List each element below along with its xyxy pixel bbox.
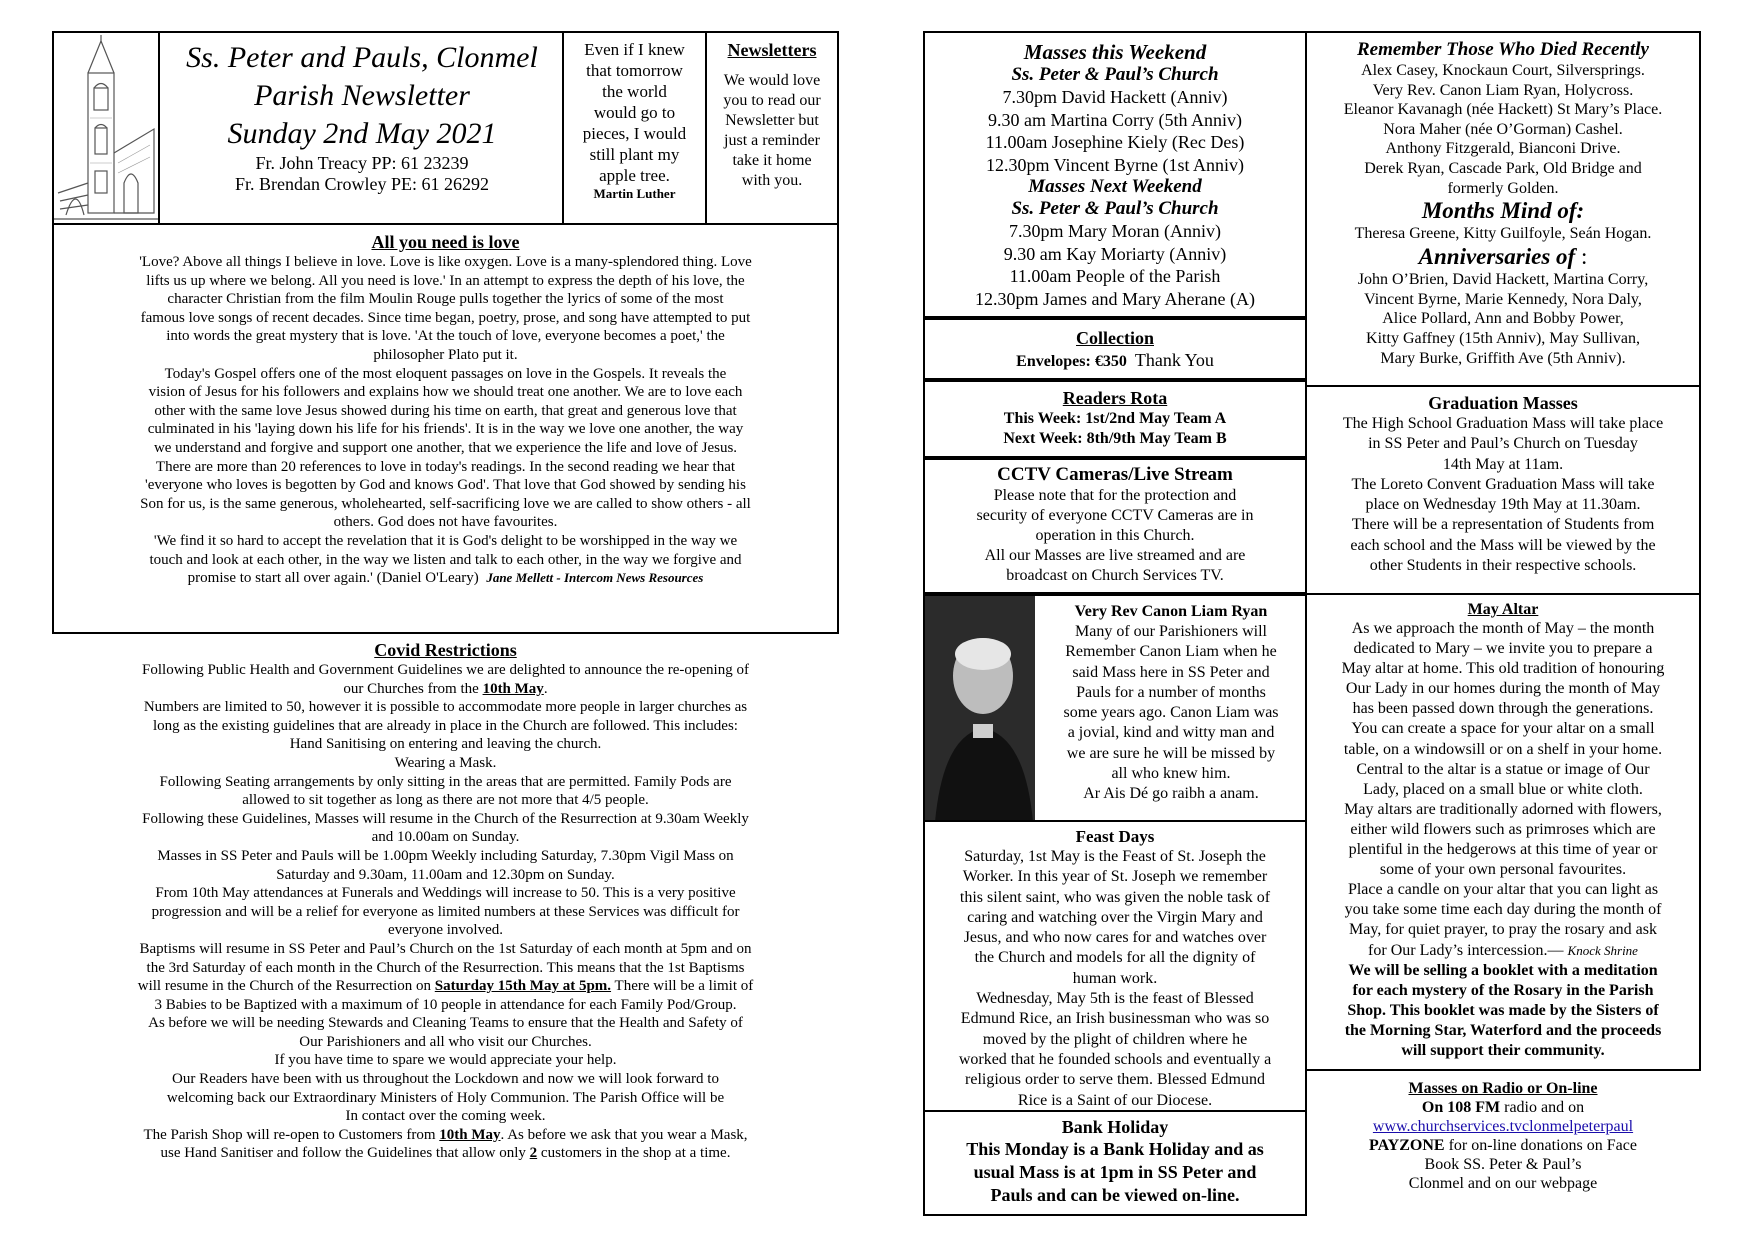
- altar-line: plentiful in the hedgerows at this time of year or: [1348, 841, 1658, 859]
- love-line: other with the same love Jesus showed during his time on earth, that great and generous love that: [154, 402, 737, 419]
- cctv-line: All our Masses are live streamed and are: [984, 547, 1246, 564]
- newsletters-line: take it home: [732, 152, 812, 169]
- collection-line: [925, 349, 1305, 373]
- feast-line: Wednesday, May 5th is the feast of Blessed: [976, 990, 1254, 1008]
- covid-line: Following Seating arrangements by only sitting in the areas that are permitted. Family Pods are: [159, 773, 732, 790]
- graduation-line: place on Wednesday 19th May at 11.30am.: [1365, 496, 1641, 514]
- altar-line: dedicated to Mary – we invite you to prepare a: [1353, 640, 1653, 658]
- cctv-title: CCTV Cameras/Live Stream: [997, 464, 1233, 485]
- altar-line: May altar at home. This old tradition of honouring: [1341, 660, 1665, 678]
- love-line: famous love songs of recent decades. Since time began, poetry, prose, and song have attempted to put: [140, 309, 751, 326]
- collection-box: [923, 318, 1307, 380]
- altar-title: May Altar: [1467, 601, 1539, 618]
- covid-line: 3 Babies to be Baptized with a maximum of 10 people in attendance for each Family Pod/Group.: [154, 996, 737, 1013]
- love-article: [52, 223, 839, 634]
- love-line: others. God does not have favourites.: [333, 514, 558, 531]
- feast-line: religious order to serve them. Blessed Edmund: [965, 1071, 1265, 1089]
- newsletters-text: [707, 71, 837, 191]
- covid-line: Numbers are limited to 50, however it is possible to accommodate more people in larger churches as: [143, 699, 748, 716]
- masses-next-title: Masses Next Weekend: [1028, 176, 1202, 197]
- bank-line: This Monday is a Bank Holiday and as: [966, 1139, 1264, 1159]
- bank-title: Bank Holiday: [1061, 1117, 1169, 1137]
- covid-title: Covid Restrictions: [374, 640, 517, 660]
- anniversaries-title: Anniversaries of: [1418, 244, 1576, 270]
- readers-title: Readers Rota: [1062, 388, 1168, 408]
- parish-name: Ss. Peter and Pauls, Clonmel: [186, 41, 538, 74]
- newsletters-title: Newsletters: [727, 40, 817, 60]
- feast-line: caring and watching over the Virgin Mary and: [967, 908, 1263, 926]
- love-line: touch and look at each other, in the way we listen and talk to each other, in the way we forgive and: [149, 551, 742, 568]
- newsletters-line: you to read our: [723, 92, 821, 109]
- bank-holiday-box: [923, 1110, 1307, 1216]
- love-last-line: [62, 569, 829, 588]
- remember-item: Nora Maher (née O’Gorman) Cashel.: [1383, 120, 1623, 138]
- clergy-pp: Fr. John Treacy PP: 61 23239: [255, 153, 469, 173]
- canon-photo: [925, 596, 1035, 822]
- altar-line: has been passed down through the generations.: [1352, 700, 1654, 718]
- anniversaries-heading: [1307, 244, 1699, 270]
- love-credit: Jane Mellett - Intercom News Resources: [486, 570, 704, 586]
- covid-line: Wearing a Mask.: [394, 754, 497, 771]
- customer-limit: 2: [529, 1145, 538, 1162]
- quote-line: apple tree.: [599, 166, 670, 185]
- masses-box: [923, 31, 1307, 318]
- altar-line: Central to the altar is a statue or image of Our: [1356, 760, 1650, 778]
- feast-line: worked that he founded schools and eventually a: [958, 1050, 1272, 1068]
- radio-frequency: On 108 FM: [1421, 1099, 1501, 1116]
- love-line: 'everyone who loves is begotten by God and knows God'. That love that God showed by sending his: [145, 477, 746, 494]
- covid-line: Our Readers have been with us throughout the Lockdown and now we will look forward to: [172, 1071, 719, 1088]
- love-line: culminated in his 'laying down his life for his friends'. It is in the way we love one another, the way: [147, 421, 744, 438]
- remember-item: Derek Ryan, Cascade Park, Old Bridge and: [1364, 159, 1642, 177]
- mass-item: 12.30pm James and Mary Aherane (A): [975, 288, 1255, 309]
- radio-line: Book SS. Peter & Paul’s: [1424, 1156, 1582, 1173]
- anniversary-item: Mary Burke, Griffith Ave (5th Anniv).: [1380, 349, 1626, 367]
- mass-item: 7.30pm David Hackett (Anniv): [1002, 87, 1228, 107]
- covid-line: [52, 1126, 839, 1145]
- graduation-line: 14th May at 11am.: [1442, 455, 1564, 473]
- may-altar-box: [1305, 593, 1701, 1071]
- love-body: [54, 253, 837, 588]
- clergy-pe: Fr. Brendan Crowley PE: 61 26292: [235, 174, 489, 194]
- altar-body: [1307, 619, 1699, 961]
- collection-amount: Envelopes: €350: [1016, 353, 1127, 370]
- quote-line: the world: [602, 82, 667, 101]
- love-last-text: promise to start all over again.' (Daniel O'Leary): [187, 570, 479, 587]
- canon-line: Many of our Parishioners will: [1075, 623, 1267, 640]
- remember-item: Anthony Fitzgerald, Bianconi Drive.: [1385, 140, 1621, 158]
- mass-item: 9.30 am Kay Moriarty (Anniv): [1003, 243, 1227, 264]
- remember-list: [1307, 61, 1699, 198]
- booklet-line: Shop. This booklet was made by the Sisters of: [1347, 1001, 1659, 1019]
- issue-date: Sunday 2nd May 2021: [227, 117, 497, 150]
- feast-line: Jesus, and who now cares for and watches over: [963, 929, 1267, 947]
- quote-text: [564, 39, 705, 186]
- graduation-line: The Loreto Convent Graduation Mass will take: [1351, 475, 1655, 493]
- reopen-date: 10th May: [482, 680, 544, 697]
- covid-line: Our Parishioners and all who visit our Churches.: [299, 1033, 592, 1050]
- covid-text: There will be a limit of: [611, 978, 754, 995]
- anniversary-item: Kitty Gaffney (15th Anniv), May Sullivan,: [1366, 329, 1640, 347]
- readers-line: This Week: 1st/2nd May Team A: [1003, 410, 1227, 427]
- newsletters-box: [705, 31, 839, 225]
- altar-line: table, on a windowsill or on a shelf in your home.: [1343, 740, 1663, 758]
- mass-item: 12.30pm Vincent Byrne (1st Anniv): [985, 154, 1245, 175]
- love-line: we understand and forgive and support one another, that we experience the life and love of Jesus.: [153, 439, 738, 456]
- quote-line: pieces, I would: [582, 124, 687, 143]
- love-line: There are more than 20 references to love in today's readings. In the second reading we hear that: [155, 458, 736, 475]
- quote-box: [562, 31, 707, 225]
- baptism-date: Saturday 15th May at 5pm.: [434, 978, 612, 995]
- graduation-body: [1307, 414, 1699, 576]
- covid-line: In contact over the coming week.: [345, 1108, 546, 1125]
- love-line: 'Love? Above all things I believe in love. Love is like oxygen. Love is a many-splendored thing. Love: [139, 254, 752, 270]
- altar-line: May, for quiet prayer, to pray the rosary and ask: [1349, 921, 1657, 939]
- feast-line: human work.: [1072, 969, 1158, 987]
- church-icon: [54, 33, 158, 223]
- booklet-line: We will be selling a booklet with a meditation: [1348, 961, 1658, 979]
- remember-box: [1305, 31, 1701, 387]
- months-mind-title: Months Mind of:: [1421, 198, 1585, 224]
- radio-line: Clonmel and on our webpage: [1408, 1175, 1598, 1192]
- covid-line: and 10.00am on Sunday.: [371, 829, 520, 846]
- masses-list-next: [925, 220, 1305, 310]
- remember-title: Remember Those Who Died Recently: [1356, 39, 1649, 60]
- radio-fm-line: [1305, 1098, 1701, 1117]
- graduation-line: each school and the Mass will be viewed by the: [1350, 536, 1656, 554]
- booklet-line: will support their community.: [1401, 1041, 1605, 1059]
- newsletters-line: just a reminder: [724, 132, 820, 149]
- masses-weekend-title: Masses this Weekend: [1023, 40, 1207, 64]
- graduation-line: in SS Peter and Paul’s Church on Tuesday: [1368, 435, 1638, 453]
- mass-item: 7.30pm Mary Moran (Anniv): [1009, 221, 1221, 241]
- bank-line: Pauls and can be viewed on-line.: [990, 1185, 1240, 1205]
- radio-url-line: [1305, 1117, 1701, 1136]
- covid-line: [52, 1144, 839, 1163]
- canon-line: said Mass here in SS Peter and: [1072, 663, 1270, 681]
- covid-line: [52, 977, 839, 996]
- love-line: Son for us, is the same generous, wholehearted, self-sacrificing love we are called to show others - all: [140, 495, 751, 512]
- readers-box: [923, 380, 1307, 458]
- bank-line: usual Mass is at 1pm in SS Peter and: [973, 1162, 1257, 1182]
- bank-body: [925, 1138, 1305, 1207]
- love-line: lifts us up where we belong. All you need is love.' In an attempt to express the depth of his love, the: [146, 272, 745, 289]
- covid-text: customers in the shop at a time.: [537, 1145, 731, 1162]
- masses-church-1: Ss. Peter & Paul’s Church: [1011, 64, 1219, 85]
- altar-line: May altars are traditionally adorned with flowers,: [1344, 800, 1662, 818]
- graduation-line: The High School Graduation Mass will take place: [1342, 415, 1664, 432]
- collection-title: Collection: [1076, 328, 1154, 348]
- masthead-text: [160, 39, 564, 195]
- canon-line: Remember Canon Liam when he: [1065, 643, 1277, 661]
- covid-text: will resume in the Church of the Resurrection on: [137, 978, 435, 995]
- covid-line: Hand Sanitising on entering and leaving the church.: [289, 736, 602, 753]
- canon-line: all who knew him.: [1111, 765, 1231, 783]
- readers-line: Next Week: 8th/9th May Team B: [1003, 430, 1227, 447]
- newsletters-line: We would love: [723, 72, 821, 89]
- covid-line: As before we will be needing Stewards and Cleaning Teams to ensure that the Health and Safety of: [148, 1015, 743, 1032]
- remember-item: formerly Golden.: [1447, 179, 1559, 197]
- mass-item: 11.00am People of the Parish: [1009, 266, 1221, 286]
- cctv-line: broadcast on Church Services TV.: [1006, 567, 1224, 584]
- covid-line: Saturday and 9.30am, 11.00am and 12.30pm on Sunday.: [276, 866, 615, 883]
- altar-line: Place a candle on your altar that you can light as: [1347, 881, 1659, 899]
- covid-line: welcoming back our Extraordinary Ministers of Holy Communion. The Parish Office will be: [166, 1089, 725, 1106]
- canon-line: Ar Ais Dé go raibh a anam.: [1083, 785, 1259, 803]
- masses-church-2: Ss. Peter & Paul’s Church: [1011, 198, 1219, 219]
- anniversary-item: Vincent Byrne, Marie Kennedy, Nora Daly,: [1364, 290, 1642, 308]
- canon-text: [1039, 602, 1303, 805]
- canon-title: Very Rev Canon Liam Ryan: [1074, 603, 1268, 620]
- feast-body: [925, 847, 1305, 1111]
- masses-list-weekend: [925, 86, 1305, 176]
- quote-line: Even if I knew: [584, 40, 685, 59]
- graduation-title: Graduation Masses: [1428, 393, 1578, 413]
- covid-line: progression and will be a relief for everyone as limited numbers at these Services was difficult for: [151, 903, 740, 920]
- love-title: All you need is love: [371, 232, 520, 252]
- covid-body: [52, 661, 839, 1163]
- cctv-box: [923, 458, 1307, 594]
- covid-line: If you have time to spare we would appreciate your help.: [274, 1052, 617, 1069]
- graduation-line: other Students in their respective schools.: [1369, 557, 1637, 575]
- love-line: 'We find it so hard to accept the revelation that it is God's delight to be worshipped in the way we: [153, 532, 738, 549]
- feast-line: Saturday, 1st May is the Feast of St. Joseph the: [964, 848, 1266, 865]
- church-illustration: [54, 33, 160, 225]
- feast-line: Worker. In this year of St. Joseph we remember: [962, 868, 1268, 886]
- remember-item: Alex Casey, Knockaun Court, Silversprings.: [1361, 62, 1645, 79]
- payzone-label: PAYZONE: [1369, 1137, 1445, 1154]
- canon-line: some years ago. Canon Liam was: [1063, 704, 1279, 722]
- altar-line: either wild flowers such as primroses which are: [1350, 820, 1656, 838]
- anniversaries-colon: :: [1575, 244, 1588, 270]
- feast-line: Rice is a Saint of our Diocese.: [1017, 1091, 1213, 1109]
- altar-line: As we approach the month of May – the month: [1351, 620, 1655, 637]
- masthead: [52, 31, 564, 225]
- anniversary-item: John O’Brien, David Hackett, Martina Corry,: [1357, 271, 1649, 289]
- quote-author: Martin Luther: [593, 186, 676, 201]
- covid-line: From 10th May attendances at Funerals and Weddings will increase to 50. This is a very positive: [155, 885, 736, 902]
- radio-section: [1305, 1079, 1701, 1193]
- canon-line: a jovial, kind and witty man and: [1067, 724, 1275, 742]
- quote-line: would go to: [593, 103, 676, 122]
- love-line: vision of Jesus for his followers and explains how we should treat one another. We are to love each: [148, 384, 743, 401]
- covid-text: .: [543, 680, 548, 697]
- covid-text: . As before we ask that you wear a Mask,: [500, 1126, 748, 1143]
- love-line: Today's Gospel offers one of the most eloquent passages on love in the Gospels. It reveals the: [164, 365, 727, 382]
- covid-line: Masses in SS Peter and Pauls will be 1.00pm Weekly including Saturday, 7.30pm Vigil Mass on: [157, 847, 734, 864]
- canon-line: we are sure he will be missed by: [1066, 744, 1276, 762]
- altar-line: you take some time each day during the month of: [1344, 901, 1662, 919]
- booklet-line: the Morning Star, Waterford and the proceeds: [1344, 1021, 1662, 1039]
- covid-line: Following these Guidelines, Masses will resume in the Church of the Resurrection at 9.30am Weekly: [142, 810, 749, 827]
- canon-body: [1039, 622, 1303, 805]
- love-line: philosopher Plato put it.: [373, 346, 518, 363]
- graduation-line: There will be a representation of Students from: [1351, 516, 1655, 534]
- remember-item: Very Rev. Canon Liam Ryan, Holycross.: [1372, 81, 1634, 99]
- covid-line: allowed to sit together as long as there are not more that 4/5 people.: [242, 792, 649, 809]
- love-line: character Christian from the film Moulin Rouge pulls together the lyrics of some of the most: [167, 291, 724, 308]
- covid-text: The Parish Shop will re-open to Customers from: [143, 1126, 440, 1143]
- booklet-notice: [1307, 961, 1699, 1061]
- quote-line: still plant my: [589, 145, 680, 164]
- radio-title: Masses on Radio or On-line: [1408, 1080, 1598, 1097]
- covid-line: [52, 680, 839, 699]
- altar-text: for Our Lady’s intercession.—: [1368, 941, 1568, 959]
- readers-list: [925, 409, 1305, 449]
- covid-article: [52, 639, 839, 1199]
- covid-line: the 3rd Saturday of each month in the Church of the Resurrection. This means that the 1st Baptisms: [146, 959, 745, 976]
- anniversary-item: Alice Pollard, Ann and Bobby Power,: [1382, 310, 1624, 328]
- cctv-line: Please note that for the protection and: [993, 487, 1237, 504]
- months-mind-list: Theresa Greene, Kitty Guilfoyle, Seán Hogan.: [1354, 225, 1652, 243]
- love-line: into words the great mystery that is love. 'At the touch of love, everyone becomes a poet,' the: [166, 328, 725, 345]
- covid-line: Following Public Health and Government Guidelines we are delighted to announce the re-opening of: [142, 662, 749, 678]
- remember-item: Eleanor Kavanagh (née Hackett) St Mary’s Place.: [1343, 101, 1663, 119]
- payzone-line: [1305, 1136, 1701, 1155]
- altar-line: [1307, 941, 1699, 961]
- altar-line: You can create a space for your altar on a small: [1351, 720, 1655, 738]
- covid-line: everyone involved.: [388, 922, 503, 939]
- covid-text: our Churches from the: [343, 680, 483, 697]
- mass-item: 9.30 am Martina Corry (5th Anniv): [988, 109, 1242, 130]
- newsletter-label: Parish Newsletter: [254, 79, 470, 112]
- newsletters-line: with you.: [741, 172, 803, 189]
- mass-item: 11.00am Josephine Kiely (Rec Des): [985, 132, 1245, 152]
- feast-line: this silent saint, who was given the noble task of: [959, 888, 1271, 906]
- cctv-line: security of everyone CCTV Cameras are in: [976, 507, 1254, 524]
- churchservices-link[interactable]: www.churchservices.tvclonmelpeterpaul: [1372, 1118, 1634, 1135]
- booklet-line: for each mystery of the Rosary in the Parish: [1352, 981, 1654, 999]
- shop-date: 10th May: [439, 1126, 501, 1143]
- portrait-icon: [925, 596, 1035, 822]
- altar-credit: Knock Shrine: [1567, 942, 1638, 958]
- covid-text: use Hand Sanitiser and follow the Guidelines that allow only: [160, 1145, 530, 1162]
- graduation-box: [1305, 385, 1701, 595]
- altar-line: Lady, placed on a small blue or white cloth.: [1363, 780, 1643, 798]
- payzone-text: for on-line donations on Face: [1444, 1137, 1637, 1154]
- altar-line: Our Lady in our homes during the month of May: [1345, 680, 1661, 698]
- feast-line: Edmund Rice, an Irish businessman who was so: [960, 1010, 1270, 1028]
- cctv-line: operation in this Church.: [1035, 527, 1195, 544]
- anniversaries-list: [1307, 270, 1699, 368]
- collection-thanks: Thank You: [1134, 350, 1214, 370]
- newsletters-line: Newsletter but: [725, 112, 819, 129]
- cctv-body: [925, 486, 1305, 586]
- covid-line: Baptisms will resume in SS Peter and Paul’s Church on the 1st Saturday of each month at 5pm and on: [139, 940, 752, 957]
- feast-box: [923, 820, 1307, 1112]
- feast-title: Feast Days: [1075, 827, 1155, 846]
- canon-line: Pauls for a number of months: [1076, 683, 1266, 701]
- quote-line: that tomorrow: [586, 61, 683, 80]
- canon-box: [923, 594, 1307, 822]
- altar-line: some of your own personal favourites.: [1379, 861, 1627, 879]
- covid-line: long as the existing guidelines that are already in place in the Church are followed. This includes:: [153, 717, 738, 734]
- radio-text: radio and on: [1500, 1099, 1585, 1116]
- feast-line: the Church and models for all the dignity of: [974, 949, 1256, 967]
- feast-line: moved by the plight of children where he: [982, 1030, 1248, 1048]
